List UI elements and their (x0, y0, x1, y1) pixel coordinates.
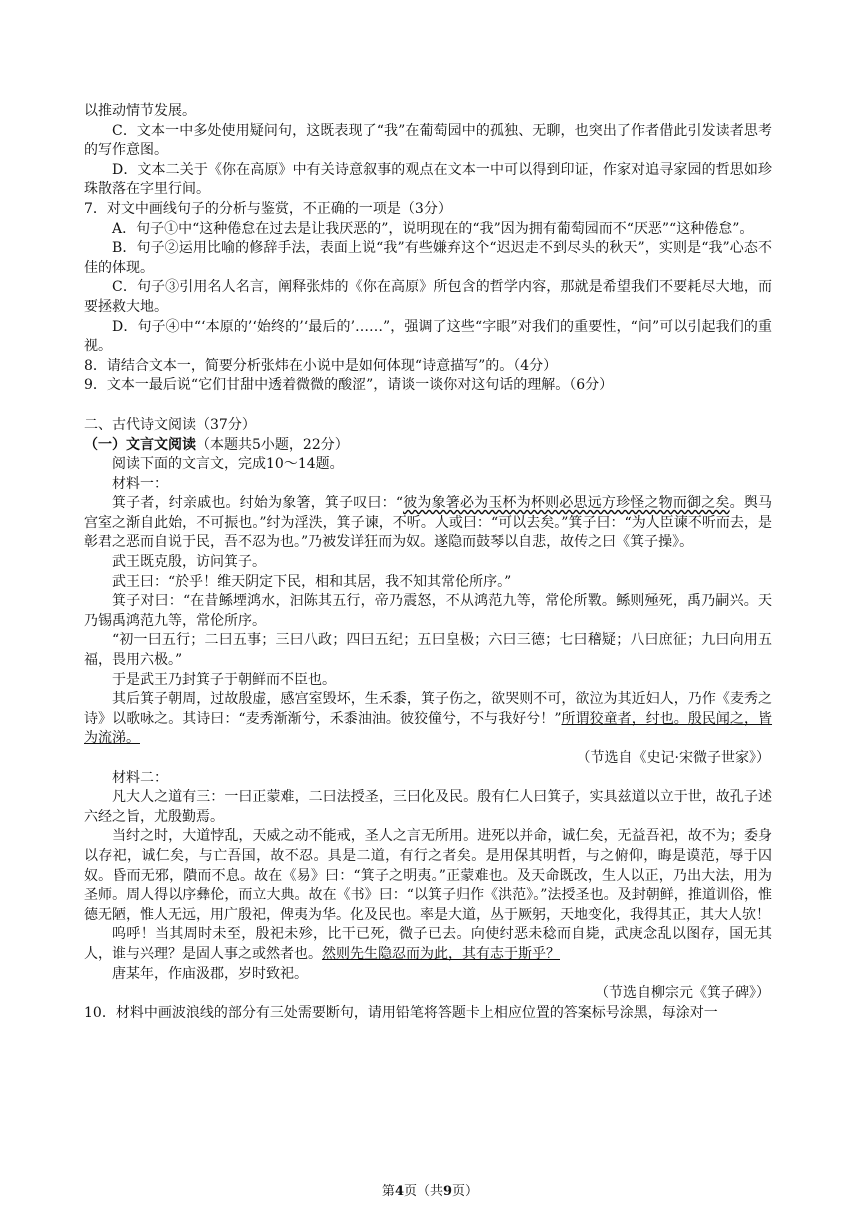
wavy-underlined-text: 彼为象箸必为玉杯为杯则必思远方珍怪之物而御之矣 (403, 495, 730, 512)
text-span: 。舆马宫室之渐自此始，不可振也。”纣为淫泆，箕子谏，不听。人或曰：“可以去矣。”箕子曰：“为人臣谏不听而去，是彰君之恶而自说于民，吾不忍为也。”乃被发详狂而为奴。遂隐而鼓琴以自悲，故传之曰《箕子操》。 (84, 495, 773, 551)
question-10: 10．材料中画波浪线的部分有三处需要断句，请用铅笔将答题卡上相应位置的答案标号涂黑，每涂对一 (84, 1004, 718, 1021)
option-c: C．文本一中多处使用疑问句，这既表现了“我”在葡萄园中的孤独、无聊，也突出了作者借此引发读者思考的写作意图。 (84, 122, 772, 159)
text-line: 以推动情节发展。 (84, 103, 196, 119)
material-1-label: 材料一： (112, 475, 168, 492)
source-citation: （节选自柳宗元《箕子碑》） (595, 985, 770, 1002)
footer-text: 页） (452, 1184, 479, 1199)
material-1-paragraph: 于是武王乃封箕子于朝鲜而不臣也。 (112, 671, 336, 688)
page-footer (0, 1180, 860, 1199)
underlined-sentence: 所谓狡童者，纣也。殷民闻之，皆为流涕。 (84, 710, 773, 747)
material-1-paragraph: 武王曰：“於乎！维天阴定下民，相和其居，我不知其常伦所序。” (112, 573, 512, 590)
underlined-sentence: 然则先生隐忍而为此，其有志于斯乎？ (322, 945, 560, 962)
question-7-option-b: B．句子②运用比喻的修辞手法，表面上说“我”有些嫌弃这个“迟迟走不到尽头的秋天”，实则是“我”心态不佳的体现。 (84, 240, 772, 276)
instruction: 阅读下面的文言文，完成10～14题。 (112, 456, 344, 473)
material-2-paragraph (84, 925, 772, 964)
question-7-option-d: D．句子④中“‘本原的’‘始终的’‘最后的’……”，强调了这些“字眼”对我们的重要性，“问”可以引起我们的重视。 (84, 318, 772, 355)
question-7-option-c: C．句子③引用名人名言，阐释张炜的《你在高原》所包含的哲学内容，那就是希望我们不要耗尽大地，而要拯救大地。 (84, 279, 772, 315)
text-span: 呜呼！当其周时未至，殷祀未殄，比干已死，微子已去。向使纣恶未稔而自毙，武庚念乱以图存，国无其人，谁与兴理？是固人事之或然者也。 (84, 926, 772, 962)
subsection-note: （本题共5小题，22分） (196, 436, 349, 453)
material-1-paragraph (84, 690, 772, 749)
text-span: 箕子者，纣亲戚也。纣始为象箸，箕子叹曰：“ (112, 495, 404, 512)
question-7-option-a: A．句子①中“这种倦怠在过去是让我厌恶的”，说明现在的“我”因为拥有葡萄园而不“厌恶”“这种倦怠”。 (112, 220, 754, 237)
question-9: 9．文本一最后说“它们甘甜中透着微微的酸涩”，请谈一谈你对这句话的理解。（6分） (84, 377, 614, 394)
question-7: 7．对文中画线句子的分析与鉴赏，不正确的一项是（3分） (84, 200, 452, 217)
material-1-paragraph: 箕子对曰：“在昔鲧堙鸿水，汩陈其五行，帝乃震怒，不从鸿范九等，常伦所斁。鲧则殛死，禹乃嗣兴。天乃锡禹鸿范九等，常伦所序。 (84, 593, 772, 629)
material-2-paragraph: 凡大人之道有三：一曰正蒙难，二曰法授圣，三曰化及民。殷有仁人曰箕子，实具兹道以立于世，故孔子述六经之旨，尤殷勤焉。 (84, 789, 772, 825)
subsection-title: （一）文言文阅读 (84, 436, 196, 453)
page-number: 4 (394, 1184, 404, 1199)
subsection-heading (84, 436, 772, 456)
question-8: 8．请结合文本一，简要分析张炜在小说中是如何体现“诗意描写”的。（4分） (84, 357, 558, 374)
material-1-paragraph: “初一曰五行；二曰五事；三曰八政；四曰五纪；五曰皇极；六曰三德；七曰稽疑；八曰庶征；九曰向用五福，畏用六极。” (84, 632, 772, 669)
material-2-label: 材料二： (112, 769, 168, 786)
source-citation: （节选自《史记·宋微子世家》） (576, 750, 770, 766)
material-2-paragraph: 唐某年，作庙汲郡，岁时致祀。 (112, 965, 308, 982)
material-1-paragraph: 武王既克殷，访问箕子。 (112, 554, 266, 571)
option-d: D．文本二关于《你在高原》中有关诗意叙事的观点在文本一中可以得到印证，作家对追寻家园的哲思如珍珠散落在字里行间。 (84, 161, 772, 198)
footer-text: 页（共 (403, 1184, 443, 1199)
section-heading: 二、古代诗文阅读（37分） (84, 416, 256, 433)
total-pages: 9 (443, 1184, 453, 1199)
footer-text: 第 (381, 1184, 395, 1199)
text-span: 其后箕子朝周，过故殷虚，感宫室毁坏，生禾黍，箕子伤之，欲哭则不可，欲泣为其近妇人，乃作《麦秀之诗》以歌咏之。其诗曰：“麦秀渐渐兮，禾黍油油。彼狡僮兮，不与我好兮！” (84, 691, 772, 727)
material-2-paragraph: 当纣之时，大道悖乱，天威之动不能戒，圣人之言无所用。进死以并命，诚仁矣，无益吾祀，故不为；委身以存祀，诚仁矣，与亡吾国，故不忍。具是二道，有行之者矣。是用保其明哲，与之俯仰，晦是谟范，辱于囚奴。昏而无邪，隤而不息。故在《易》曰：“箕子之明夷。”正蒙难也。及天命既改，生人以正，乃出大法，用为圣师。周人得以序彝伦，而立大典。故在《书》曰：“以箕子归作《洪范》。”法授圣也。及封朝鲜，推道训俗，惟德无陋，惟人无远，用广殷祀，俾夷为华。化及民也。率是大道，丛于厥躬，天地变化，我得其正，其大人欤！ (84, 828, 772, 923)
material-1-paragraph (84, 494, 772, 553)
spacer (84, 396, 772, 416)
page-content (84, 102, 772, 1023)
